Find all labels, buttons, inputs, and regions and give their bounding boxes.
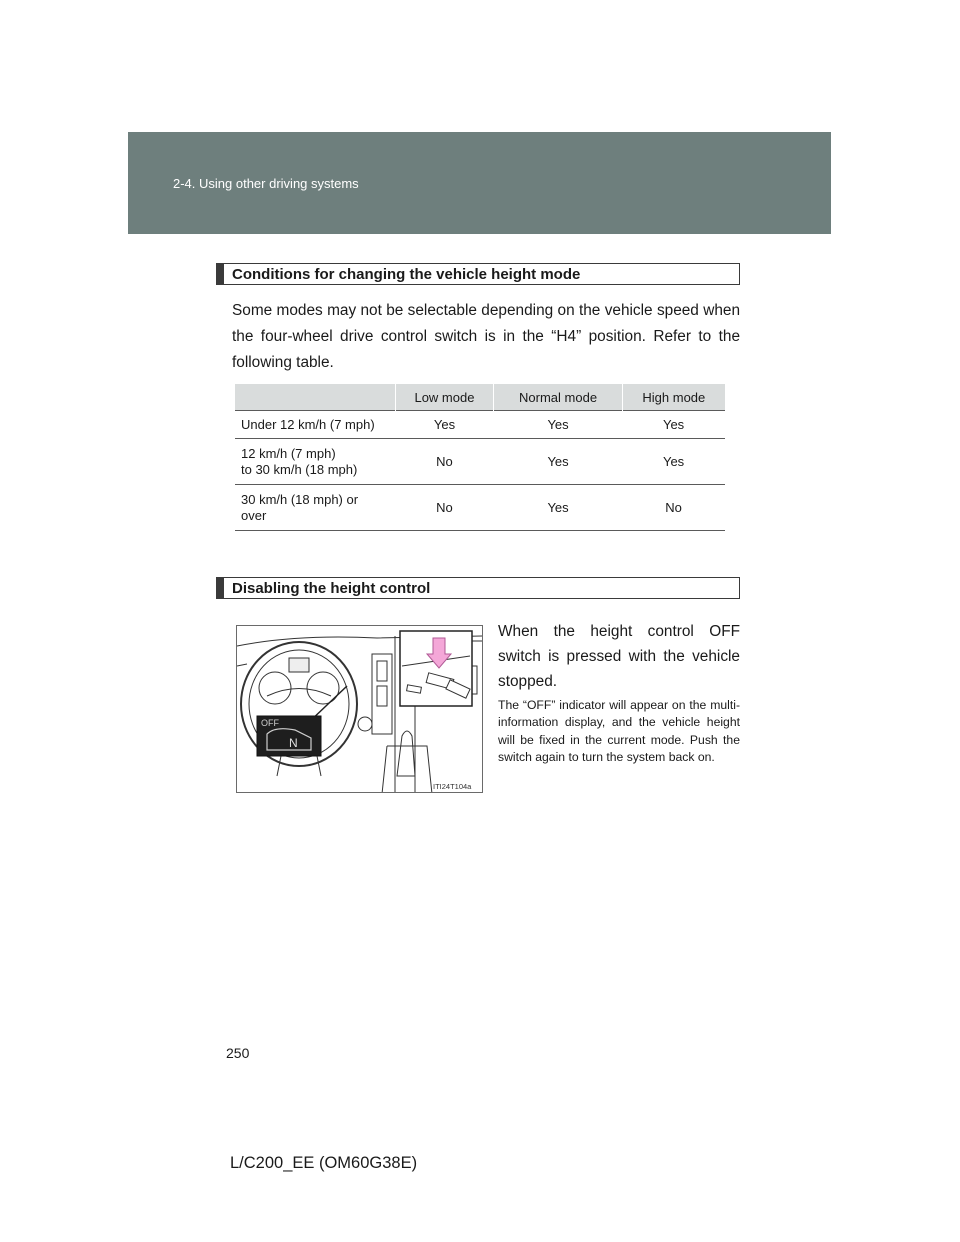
- table-header-cell: [235, 384, 395, 411]
- table-header-normal-mode: Normal mode: [494, 384, 622, 411]
- heading-height-mode-conditions: [216, 263, 740, 285]
- page-header: [128, 132, 831, 234]
- page-number: 250: [226, 1045, 250, 1061]
- height-mode-table: [235, 384, 725, 531]
- row-value: No: [395, 485, 494, 531]
- dashboard-illustration: [236, 625, 483, 793]
- row-value: Yes: [494, 411, 622, 439]
- display-off-text: OFF: [261, 718, 279, 728]
- table-row: [235, 439, 725, 485]
- conditions-paragraph: Some modes may not be selectable depending on the vehicle speed when the four-wheel drive control switch is in the “H4” position. Refer to the following table.: [232, 302, 740, 371]
- height-control-off-instruction: When the height control OFF switch is pressed with the vehicle stopped.: [498, 623, 740, 690]
- row-label: 12 km/h (7 mph) to 30 km/h (18 mph): [235, 439, 395, 485]
- row-value: No: [395, 439, 494, 485]
- row-value: Yes: [494, 439, 622, 485]
- row-value: Yes: [395, 411, 494, 439]
- height-control-off-note: The “OFF” indicator will appear on the multi-information display, and the vehicle height will be fixed in the current mode. Push the switch again to turn the system back on.: [498, 698, 740, 764]
- heading-disabling-height-control: [216, 577, 740, 599]
- heading-bar: [217, 578, 224, 598]
- table-row: [235, 485, 725, 531]
- display-mode-text: N: [289, 736, 298, 750]
- figure-code: ITI24T104a: [433, 782, 472, 791]
- row-value: Yes: [622, 411, 725, 439]
- table-header-high-mode: High mode: [622, 384, 725, 411]
- row-label: 30 km/h (18 mph) or over: [235, 485, 395, 531]
- section-title: 2-4. Using other driving systems: [173, 176, 359, 191]
- row-value: No: [622, 485, 725, 531]
- heading-text: Conditions for changing the vehicle height mode: [232, 266, 581, 283]
- row-label: Under 12 km/h (7 mph): [235, 411, 395, 439]
- heading-text: Disabling the height control: [232, 580, 431, 597]
- table-row: [235, 411, 725, 439]
- table-header-low-mode: Low mode: [395, 384, 494, 411]
- footer-model-code: L/C200_EE (OM60G38E): [230, 1154, 418, 1172]
- row-value: Yes: [494, 485, 622, 531]
- heading-bar: [217, 264, 224, 284]
- table-header-row: [235, 384, 725, 411]
- row-value: Yes: [622, 439, 725, 485]
